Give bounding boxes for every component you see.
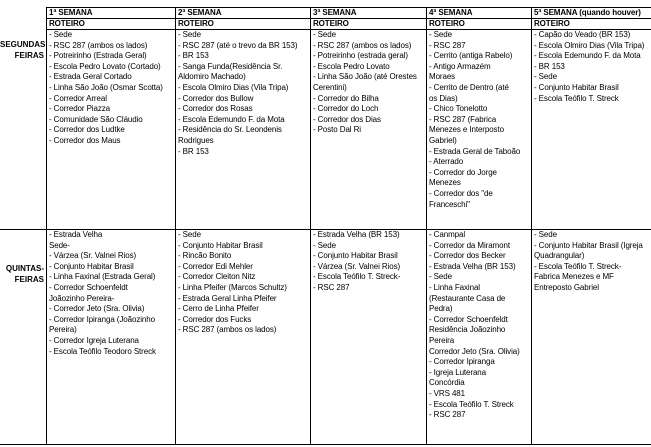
week-2-header: 2ª SEMANA bbox=[178, 8, 222, 17]
week-4-header: 4ª SEMANA bbox=[429, 8, 473, 17]
route-line: - Corredor Piazza bbox=[49, 104, 110, 114]
route-line: - Escola Pedro Lovato bbox=[313, 61, 390, 71]
route-line: - Corredor Schoenfeldt bbox=[49, 282, 128, 292]
route-line: - Comunidade São Cláudio bbox=[49, 114, 143, 124]
cell-segundas-week4 bbox=[429, 30, 520, 210]
route-line: - Conjunto Habitar Brasil bbox=[313, 251, 398, 261]
route-line: Residência Joãozinho bbox=[429, 325, 506, 335]
route-line: - Corredor Edi Mehler bbox=[178, 261, 253, 271]
route-line: - Conjunto Habitar Brasil bbox=[49, 261, 134, 271]
route-line: Franceschi" bbox=[429, 199, 470, 209]
route-line: - Corredor dos Becker bbox=[429, 251, 506, 261]
route-line: - Linha Faxinal (Estrada Geral) bbox=[49, 272, 156, 282]
route-line: - RSC 287 bbox=[429, 410, 466, 420]
route-line: - Escola Olmiro Dias (Vila Tripa) bbox=[178, 82, 289, 92]
route-line: Corredor Jeto (Sra. Olivia) bbox=[429, 346, 520, 356]
cell-segundas-week5 bbox=[534, 30, 644, 104]
cell-quintas-week2 bbox=[178, 230, 287, 336]
cell-segundas-week1 bbox=[49, 30, 163, 147]
route-line: Joãozinho Pereira- bbox=[49, 293, 115, 303]
route-line: Pedra) bbox=[429, 304, 453, 314]
route-line: - Várzea (Sr. Valnei Rios) bbox=[313, 261, 401, 271]
route-line: - Corredor dos Fucks bbox=[178, 314, 252, 324]
route-line: - Cerrito (antiga Rabelo) bbox=[429, 51, 513, 61]
cell-quintas-week5 bbox=[534, 230, 643, 294]
route-line: - Estrada Geral Linha Pfeifer bbox=[178, 293, 277, 303]
route-line: Sede- bbox=[49, 240, 70, 250]
route-line: - Estrada Velha bbox=[49, 230, 103, 239]
route-line: Moraes bbox=[429, 72, 456, 82]
route-line: - Corredor Cleiton Nitz bbox=[178, 272, 256, 282]
route-line: - Sede bbox=[534, 72, 557, 82]
route-line: - Corredor do Loch bbox=[313, 104, 379, 114]
route-line: (Restaurante Casa de bbox=[429, 293, 506, 303]
route-line: - Corredor Arreal bbox=[49, 93, 107, 103]
route-line: - Corredor do Jorge bbox=[429, 167, 497, 177]
route-line: - Corredor da Miramont bbox=[429, 240, 510, 250]
route-line: - BR 153 bbox=[178, 146, 209, 156]
route-line: - Sede bbox=[313, 30, 336, 39]
route-line: - Escola Teófilo T. Streck bbox=[534, 93, 619, 103]
route-line: - RSC 287 (ambos os lados) bbox=[313, 40, 412, 50]
route-line: - Antigo Armazém bbox=[429, 61, 491, 71]
route-line: Pereira bbox=[429, 335, 455, 345]
route-line: Aldomiro Machado) bbox=[178, 72, 246, 82]
route-line: - Sanga Funda(Residência Sr. bbox=[178, 61, 283, 71]
route-line: - Canmpal bbox=[429, 230, 466, 239]
route-line: - Sede bbox=[429, 272, 452, 282]
cell-segundas-week3 bbox=[313, 30, 417, 136]
route-line: - Sede bbox=[49, 30, 72, 39]
route-line: - Corredor dos Dias bbox=[313, 114, 381, 124]
route-line: - Linha São João (Osmar Scotta) bbox=[49, 82, 163, 92]
cell-quintas-week1 bbox=[49, 230, 156, 357]
route-line: - RSC 287 (ambos os lados) bbox=[49, 40, 148, 50]
route-line: Gabriel) bbox=[429, 135, 457, 145]
route-line: - BR 153 bbox=[178, 51, 209, 61]
route-line: - Escola Pedro Lovato (Cortado) bbox=[49, 61, 161, 71]
route-line: - Corredor Jeto (Sra. Olivia) bbox=[49, 304, 145, 314]
route-line: - Corredor dos Bullow bbox=[178, 93, 254, 103]
week-3-roteiro-header: ROTEIRO bbox=[313, 19, 349, 28]
route-line: Entreposto Gabriel bbox=[534, 282, 599, 292]
route-line: - RSC 287 bbox=[429, 40, 466, 50]
route-line: - RSC 287 (ambos os lados) bbox=[178, 325, 277, 335]
route-line: - Corredor do Bilha bbox=[313, 93, 379, 103]
route-line: Cerentini) bbox=[313, 82, 347, 92]
col-divider-2 bbox=[175, 7, 176, 445]
route-line: - Aterrado bbox=[429, 157, 464, 167]
col-divider-3 bbox=[310, 7, 311, 445]
week-5-roteiro-header: ROTEIRO bbox=[534, 19, 570, 28]
week-1-header: 1ª SEMANA bbox=[49, 8, 93, 17]
week-4-roteiro-header: ROTEIRO bbox=[429, 19, 465, 28]
route-line: - BR 153 bbox=[534, 61, 565, 71]
route-line: - Sede bbox=[178, 230, 201, 239]
week-2-roteiro-header: ROTEIRO bbox=[178, 19, 214, 28]
route-line: os Dias) bbox=[429, 93, 458, 103]
route-line: - Cerrito de Dentro (até bbox=[429, 82, 509, 92]
row-label-quintas: QUINTAS- FEIRAS bbox=[5, 264, 44, 284]
route-line: - Linha Faxinal bbox=[429, 282, 480, 292]
route-line: - Chico Tonelotto bbox=[429, 104, 488, 114]
route-line: - VRS 481 bbox=[429, 388, 466, 398]
week-5-header: 5ª SEMANA (quando houver) bbox=[534, 8, 641, 17]
row-label-segundas: SEGUNDAS FEIRAS bbox=[0, 40, 46, 60]
route-line: - Escola Edemundo F. da Mota bbox=[534, 51, 641, 61]
route-line: - Residência do Sr. Leondenis bbox=[178, 125, 282, 135]
route-line: - Corredor Igreja Luterana bbox=[49, 335, 139, 345]
cell-quintas-week3 bbox=[313, 230, 400, 294]
cell-segundas-week2 bbox=[178, 30, 297, 157]
route-line: - Escola Edemundo F. da Mota bbox=[178, 114, 285, 124]
table-bottom-border bbox=[0, 444, 651, 445]
route-line: - Posto Dal Ri bbox=[313, 125, 361, 135]
route-line: - Várzea (Sr. Valnei Rios) bbox=[49, 251, 137, 261]
route-line: - Sede bbox=[313, 240, 336, 250]
route-line: - Sede bbox=[534, 230, 557, 239]
route-line: - Corredor dos Rosas bbox=[178, 104, 253, 114]
col-divider-1 bbox=[46, 7, 47, 445]
route-line: Pereira) bbox=[49, 325, 77, 335]
route-line: - Conjunto Habitar Brasil bbox=[534, 82, 619, 92]
col-divider-5 bbox=[531, 7, 532, 445]
route-line: Fabrica Menezes e MF bbox=[534, 272, 614, 282]
route-line: - Potreirinho (estrada geral) bbox=[313, 51, 408, 61]
route-line: - Potreirinho (Estrada Geral) bbox=[49, 51, 147, 61]
route-line: - Corredor dos "de bbox=[429, 188, 493, 198]
route-line: Menezes bbox=[429, 178, 461, 188]
route-line: - Linha São João (até Orestes bbox=[313, 72, 417, 82]
route-line: - Estrada Geral Cortado bbox=[49, 72, 132, 82]
col-divider-4 bbox=[426, 7, 427, 445]
route-line: Menezes e Interposto bbox=[429, 125, 504, 135]
route-line: - Sede bbox=[429, 30, 452, 39]
route-line: - Estrada Velha (BR 153) bbox=[429, 261, 516, 271]
route-line: Concórdia bbox=[429, 378, 465, 388]
route-line: - RSC 287 bbox=[313, 282, 350, 292]
route-line: - Rincão Bonito bbox=[178, 251, 232, 261]
cell-quintas-week4 bbox=[429, 230, 520, 421]
route-line: - Estrada Velha (BR 153) bbox=[313, 230, 400, 239]
route-line: Quadrangular) bbox=[534, 251, 585, 261]
route-line: - Corredor Ipiranga bbox=[429, 357, 495, 367]
route-line: - Escola Teófilo T. Streck bbox=[429, 399, 514, 409]
route-line: - RSC 287 (Fabrica bbox=[429, 114, 497, 124]
route-line: - Linha Pfeifer (Marcos Schultz) bbox=[178, 282, 287, 292]
route-line: - Sede bbox=[178, 30, 201, 39]
route-line: - Escola Teófilo T. Streck- bbox=[534, 261, 622, 271]
route-line: - Igreja Luterana bbox=[429, 367, 487, 377]
week-1-roteiro-header: ROTEIRO bbox=[49, 19, 85, 28]
route-line: - Conjunto Habitar Brasil bbox=[178, 240, 263, 250]
route-line: - Estrada Geral de Taboão bbox=[429, 146, 521, 156]
route-line: - Corredor dos Maus bbox=[49, 135, 121, 145]
route-line: - Corredor Schoenfeldt bbox=[429, 314, 508, 324]
route-line: - Corredor Ipiranga (Joãozinho bbox=[49, 314, 155, 324]
route-line: Rodrigues bbox=[178, 135, 214, 145]
route-line: - Cerro de Linha Pfeifer bbox=[178, 304, 259, 314]
route-line: - Corredor dos Ludtke bbox=[49, 125, 125, 135]
route-line: - Escola Teófilo T. Streck- bbox=[313, 272, 401, 282]
week-3-header: 3ª SEMANA bbox=[313, 8, 357, 17]
route-line: - Capão do Veado (BR 153) bbox=[534, 30, 631, 39]
route-line: - Conjunto Habitar Brasil (Igreja bbox=[534, 240, 643, 250]
route-line: - RSC 287 (até o trevo da BR 153) bbox=[178, 40, 298, 50]
route-line: - Escola Olmiro Dias (Vila Tripa) bbox=[534, 40, 645, 50]
route-line: - Escola Teófilo Teodoro Streck bbox=[49, 346, 156, 356]
